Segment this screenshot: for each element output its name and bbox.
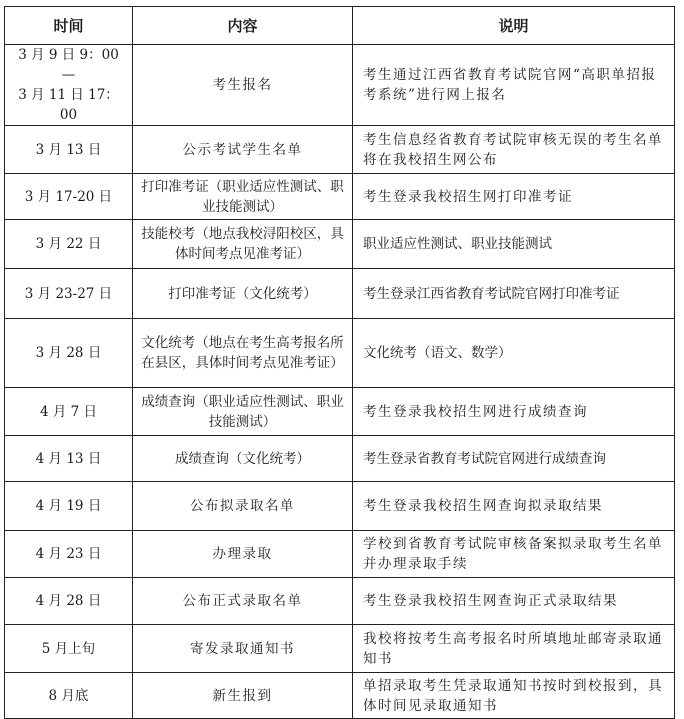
description-cell: 考生登录我校招生网进行成绩查询: [353, 388, 675, 436]
time-cell: 3 月 13 日: [5, 126, 133, 174]
time-cell: 4 月 28 日: [5, 578, 133, 625]
description-cell: 学校到省教育考试院审核备案拟录取考生名单并办理录取手续: [353, 531, 675, 578]
table-row: [5, 531, 675, 578]
table-row: [5, 220, 675, 269]
content-cell: 考生报名: [133, 45, 353, 126]
table-row: [5, 578, 675, 625]
content-cell: 办理录取: [133, 531, 353, 578]
content-cell: 打印准考证（职业适应性测试、职业技能测试）: [133, 174, 353, 220]
schedule-table-container: [4, 6, 675, 719]
content-cell: 公布拟录取名单: [133, 482, 353, 531]
content-cell: 成绩查询（职业适应性测试、职业技能测试）: [133, 388, 353, 436]
table-header-row: [5, 7, 675, 45]
description-cell: 我校将按考生高考报名时所填地址邮寄录取通知书: [353, 625, 675, 673]
time-cell: 4 月 13 日: [5, 436, 133, 482]
content-cell: 技能校考（地点我校浔阳校区，具体时间考点见准考证）: [133, 220, 353, 269]
content-cell: 文化统考（地点在考生高考报名所在县区，具体时间考点见准考证）: [133, 319, 353, 388]
time-cell: 4 月 7 日: [5, 388, 133, 436]
description-cell: 考生信息经省教育考试院审核无误的考生名单将在我校招生网公布: [353, 126, 675, 174]
table-row: [5, 45, 675, 126]
description-cell: 职业适应性测试、职业技能测试: [353, 220, 675, 269]
content-cell: 打印准考证（文化统考）: [133, 269, 353, 319]
header-content: 内容: [133, 7, 353, 45]
description-cell: 考生通过江西省教育考试院官网“高职单招报考系统”进行网上报名: [353, 45, 675, 126]
content-cell: 成绩查询（文化统考）: [133, 436, 353, 482]
description-cell: 考生登录我校招生网打印准考证: [353, 174, 675, 220]
content-cell: 寄发录取通知书: [133, 625, 353, 673]
table-row: [5, 436, 675, 482]
time-cell: 3 月 17-20 日: [5, 174, 133, 220]
time-cell: 3 月 28 日: [5, 319, 133, 388]
header-description: 说明: [353, 7, 675, 45]
time-cell: 5 月上旬: [5, 625, 133, 673]
content-cell: 公示考试学生名单: [133, 126, 353, 174]
time-cell: 4 月 23 日: [5, 531, 133, 578]
header-time: 时间: [5, 7, 133, 45]
time-cell: 8 月底: [5, 673, 133, 719]
table-row: [5, 482, 675, 531]
description-cell: 考生登录省教育考试院官网进行成绩查询: [353, 436, 675, 482]
description-cell: 考生登录我校招生网查询拟录取结果: [353, 482, 675, 531]
table-row: [5, 174, 675, 220]
description-cell: 考生登录我校招生网查询正式录取结果: [353, 578, 675, 625]
content-cell: 公布正式录取名单: [133, 578, 353, 625]
time-cell: 3 月 23-27 日: [5, 269, 133, 319]
admission-schedule-table: [4, 6, 675, 719]
time-cell: 3 月 9 日 9：00— 3 月 11 日 17：00: [5, 45, 133, 126]
table-row: [5, 673, 675, 719]
table-row: [5, 625, 675, 673]
time-cell: 3 月 22 日: [5, 220, 133, 269]
table-row: [5, 269, 675, 319]
description-cell: 文化统考（语文、数学）: [353, 319, 675, 388]
description-cell: 单招录取考生凭录取通知书按时到校报到，具体时间见录取通知书: [353, 673, 675, 719]
table-row: [5, 126, 675, 174]
table-row: [5, 388, 675, 436]
time-cell: 4 月 19 日: [5, 482, 133, 531]
content-cell: 新生报到: [133, 673, 353, 719]
table-row: [5, 319, 675, 388]
description-cell: 考生登录江西省教育考试院官网打印准考证: [353, 269, 675, 319]
